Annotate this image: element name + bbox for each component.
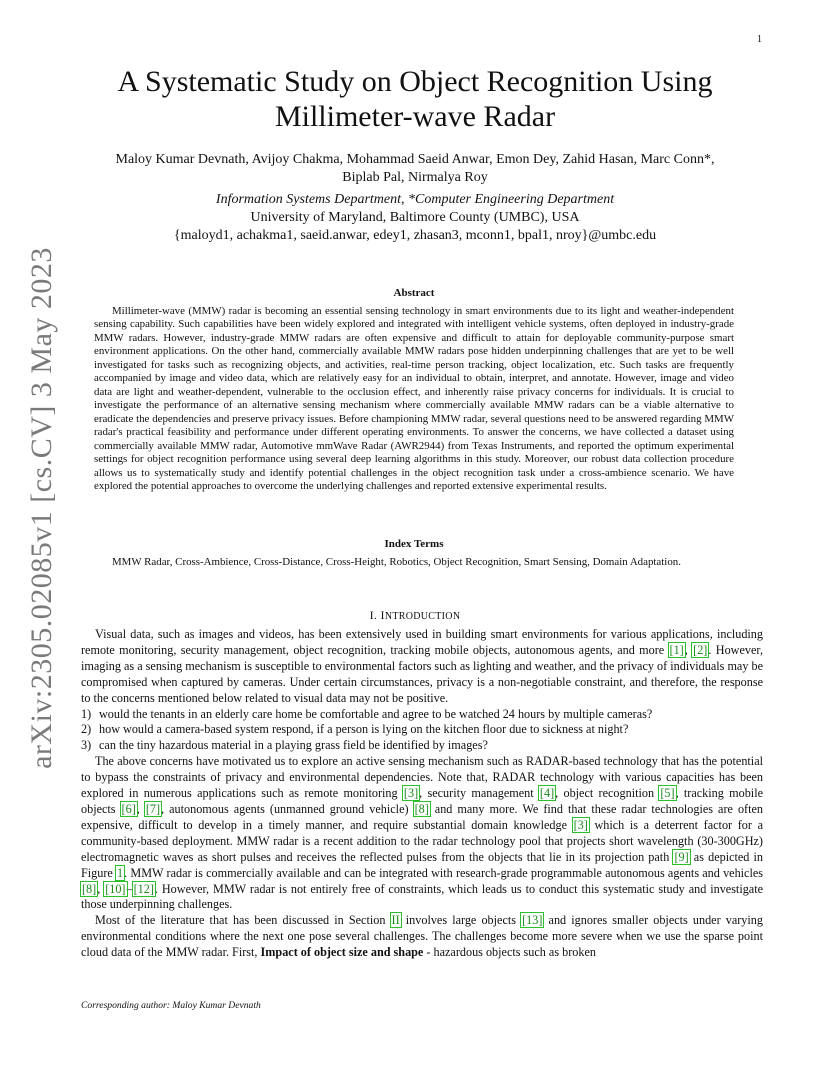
citation-link[interactable]: [6]	[121, 801, 136, 816]
citation-link[interactable]: [5]	[660, 786, 675, 801]
affiliation-university: University of Maryland, Baltimore County (UMBC), USA	[250, 210, 580, 225]
figure-link[interactable]: 1	[117, 865, 124, 880]
citation-link[interactable]: [8]	[82, 881, 97, 896]
section-title-initial: I	[380, 608, 385, 622]
abstract-section	[94, 287, 734, 494]
paper-title	[70, 64, 760, 134]
introduction-body	[81, 627, 763, 961]
list-item: 3) can the tiny hazardous material in a playing grass field be identified by images?	[81, 738, 488, 753]
corresponding-author-footnote: Corresponding author: Maloy Kumar Devnath	[81, 1000, 261, 1011]
list-item: 1) would the tenants in an elderly care home be comfortable and agree to be watched 24 hours by multiple cameras?	[81, 706, 653, 721]
affiliation-emails: {maloyd1, achakma1, saeid.anwar, edey1, zhasan3, mconn1, bpal1, nroy}@umbc.edu	[173, 228, 657, 243]
abstract-heading: Abstract	[393, 287, 435, 299]
index-terms-heading: Index Terms	[384, 538, 444, 550]
abstract-text: Millimeter-wave (MMW) radar is becoming an essential sensing technology in smart environments due to its light and weather-independent sensing capability. Such capabilities have been widely explored and integrated with intelligent vehicle systems, often deployed in industry-grade MMW radars. However, industry-grade MMW radars are often expensive and difficult to attain for deployable community-purpose smart environment applications. On the other hand, commercially available MMW radars pose hidden underpinning challenges that are yet to be well investigated for tasks such as recognizing objects, and activities, real-time person tracking, object localization, etc. Such tasks are frequently accompanied by image and video data, which are relatively easy for an individual to obtain, interpret, and annotate. However, image and video data are light and weather-dependent, vulnerable to the occlusion effect, and inherently raise privacy concerns for individuals. It is crucial to investigate the performance of an alternative sensing mechanism where commercially available MMW radars can be a viable alternative to eradicate the dependencies and preserve privacy issues. Before championing MMW radar, several questions need to be answered regarding MMW radar's practical feasibility and performance under different operating environments. To answer the concerns, we have collected a dataset using commercially available MMW radar, Automotive mmWave Radar (AWR2944) from Texas Instruments, and reported the optimum experimental settings for object recognition performance using several deep learning algorithms in this study. Moreover, our robust data collection procedure allows us to systematically study and identify potential challenges in the object recognition task under a cross-ambience scenario. We have explored the potential approaches to overcome the underlying challenges and reported extensive experimental results.	[94, 304, 734, 492]
citation-link[interactable]: [10]	[105, 881, 126, 896]
intro-paragraph-1: Visual data, such as images and videos, has been extensively used in building smart environments for various applications, including remote monitoring, security management, object recognition, tracking mobile objects, autonomous agents, and more [1], [2]. However, imaging as a sensing mechanism is susceptible to environmental factors such as lighting and weather, and the privacy of individuals may be compromised when captured by cameras. Under certain circumstances, privacy is a non-negotiable constraint, and therefore, the response to the concerns mentioned below related to visual data may not be positive.	[81, 627, 763, 705]
title-line-1: A Systematic Study on Object Recognition Using	[117, 65, 713, 98]
introduction-heading	[70, 608, 760, 623]
affiliation	[70, 191, 760, 245]
page-number: 1	[757, 34, 762, 45]
title-line-2: Millimeter-wave Radar	[274, 100, 556, 133]
list-item: 2) how would a camera-based system respond, if a person is lying on the kitchen floor due to sickness at night?	[81, 722, 629, 737]
citation-link[interactable]: [1]	[669, 642, 684, 657]
citation-link[interactable]: [4]	[539, 786, 555, 801]
section-link[interactable]: II	[391, 913, 400, 928]
affiliation-department: Information Systems Department, *Computer Engineering Department	[215, 192, 615, 207]
citation-link[interactable]: [3]	[573, 817, 588, 832]
intro-paragraph-3: Most of the literature that has been discussed in Section II involves large objects [13] and ignores smaller objects under varying environmental conditions where the next one pose several challenges. The challenges become more severe when we use the sparse point cloud data of the MMW radar. First, Impact of object size and shape - hazardous objects such as broken	[81, 913, 763, 960]
arxiv-identifier: arXiv:2305.02085v1 [cs.CV] 3 May 2023	[25, 247, 58, 769]
section-numeral: I.	[369, 608, 381, 622]
index-terms-section	[94, 538, 734, 569]
citation-link[interactable]: [12]	[133, 881, 154, 896]
citation-link[interactable]: [8]	[414, 801, 429, 816]
concern-list	[81, 707, 763, 755]
index-terms-text: MMW Radar, Cross-Ambience, Cross-Distance, Cross-Height, Robotics, Object Recognition, Smart Sensing, Domain Adaptation.	[112, 555, 681, 568]
citation-link[interactable]: [2]	[693, 642, 708, 657]
authors-line-1: Maloy Kumar Devnath, Avijoy Chakma, Mohammad Saeid Anwar, Emon Dey, Zahid Hasan, Marc Conn*,	[115, 152, 715, 167]
citation-link[interactable]: [13]	[522, 913, 543, 928]
authors-line-2: Biplab Pal, Nirmalya Roy	[342, 170, 488, 185]
section-title-rest: NTRODUCTION	[384, 611, 461, 622]
intro-paragraph-2: The above concerns have motivated us to explore an active sensing mechanism such as RADAR-based technology that has the potential to bypass the constraints of privacy and environmental dependencies. Note that, RADAR technology with various capacities has been explored in numerous applications such as remote monitoring [3], security management [4], object recognition [5], tracking mobile objects [6], [7], autonomous agents (unmanned ground vehicle) [8] and many more. We find that these radar technologies are often expensive, difficult to develop in a timely manner, and require substantial domain knowledge [3] which is a deterrent factor for a community-based deployment. MMW radar is a recent addition to the radar technology pool that projects short wavelength (30-300GHz) electromagnetic waves as short pulses and receives the reflected pulses from the objects that lie in its projection path [9] as depicted in Figure 1. MMW radar is commercially available and can be integrated with research-grade programmable autonomous agents and vehicles [8], [10]–[12]. However, MMW radar is not entirely free of constraints, which leads us to conduct this systematic study and investigate those underpinning challenges.	[81, 754, 764, 912]
author-list	[70, 151, 760, 187]
citation-link[interactable]: [7]	[145, 801, 161, 816]
citation-link[interactable]: [3]	[403, 786, 419, 801]
citation-link[interactable]: [9]	[674, 849, 689, 864]
